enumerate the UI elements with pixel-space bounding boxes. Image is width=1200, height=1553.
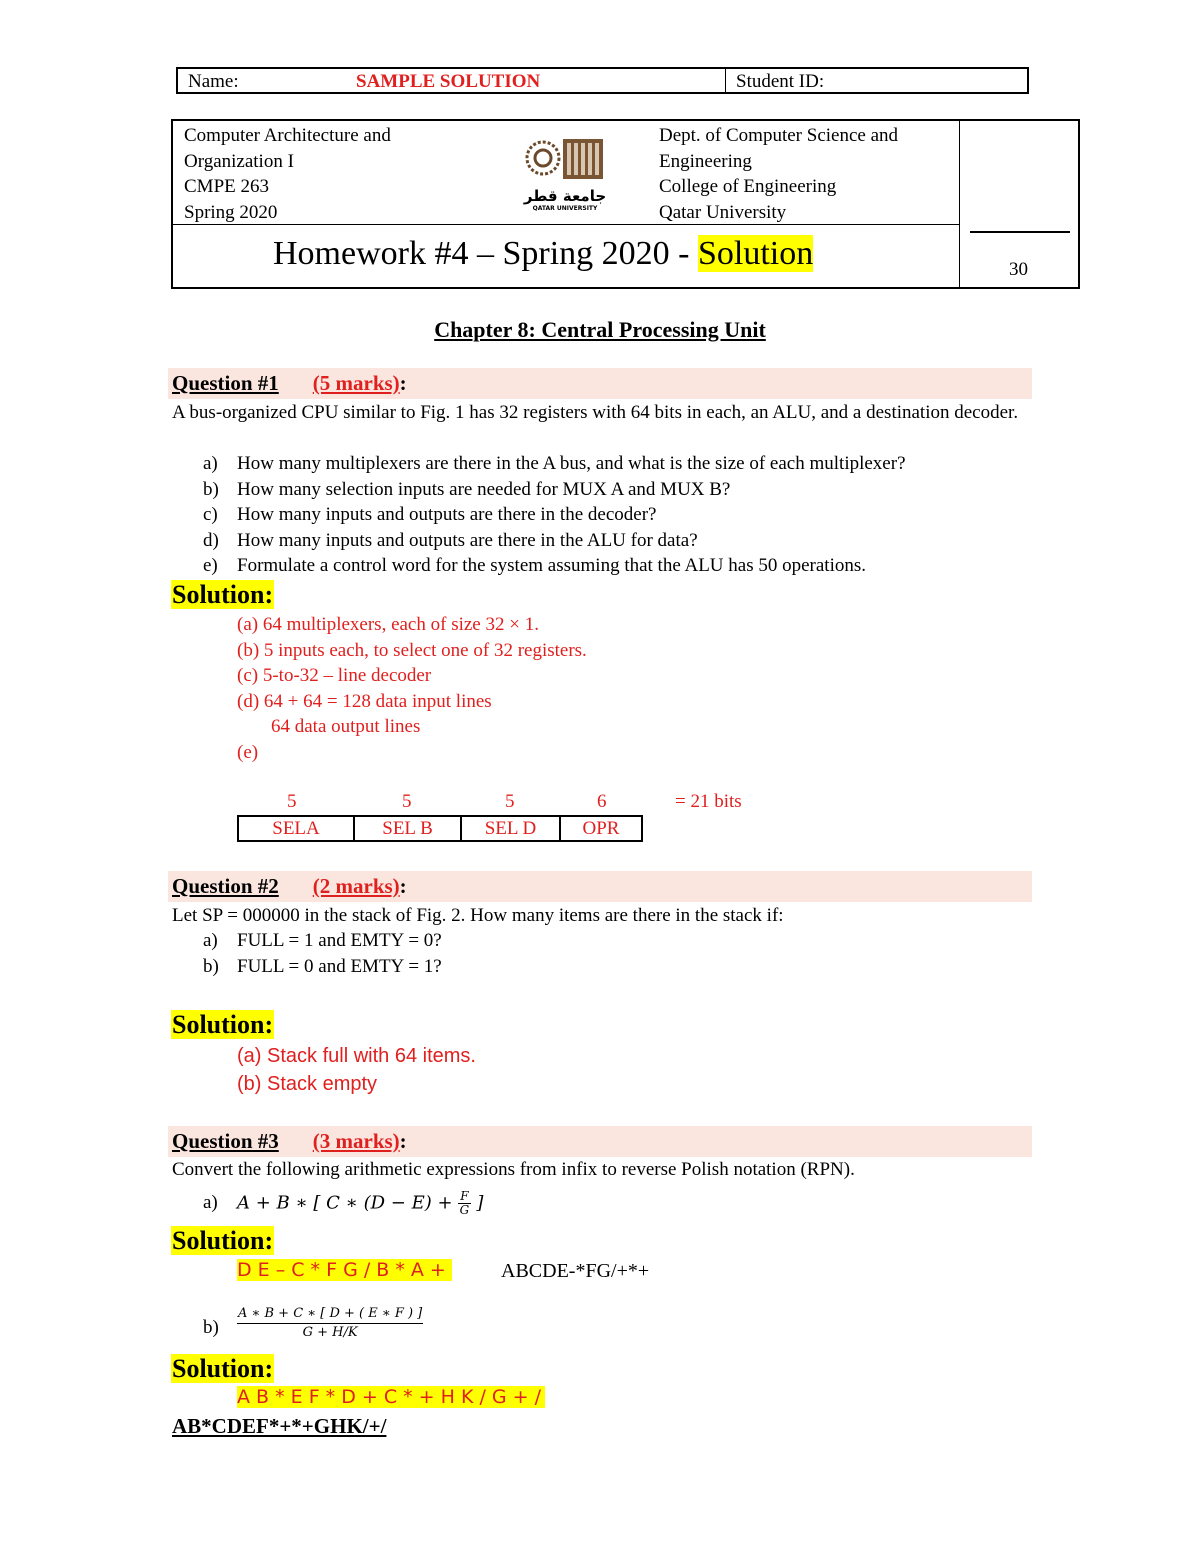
answer-line: (d) 64 + 64 = 128 data input lines <box>237 690 492 712</box>
list-item: b) FULL = 0 and EMTY = 1? <box>203 955 442 977</box>
name-value: SAMPLE SOLUTION <box>356 71 541 92</box>
course-line: Organization I <box>184 150 294 172</box>
question-1-title: Question #1 (5 marks): <box>172 371 407 395</box>
dept-line: Dept. of Computer Science and <box>659 125 899 146</box>
question-3a-label: a) <box>203 1192 218 1213</box>
qatar-university-logo <box>519 133 611 213</box>
answer-line: (b) 5 inputs each, to select one of 32 registers. <box>237 639 587 661</box>
question-3-text: Convert the following arithmetic expressions from infix to reverse Polish notation (RPN). <box>172 1159 855 1180</box>
answer-line: (b) Stack empty <box>237 1073 378 1095</box>
answer-line: (a) 64 multiplexers, each of size 32 × 1. <box>237 614 539 635</box>
control-word-table <box>237 815 643 842</box>
field-width: 5 <box>402 791 412 812</box>
question-3b-answer-bold: AB*CDEF*+*+GHK/+/ <box>172 1414 387 1438</box>
dept-line: College of Engineering <box>659 176 837 197</box>
chapter-title: Chapter 8: Central Processing Unit <box>434 317 766 342</box>
name-label: Name: <box>188 71 239 92</box>
question-3a-expression: A + B ∗ [ C ∗ (D − E) + $\frac{F}{G}$ ] <box>237 1189 484 1217</box>
list-item: e) Formulate a control word for the system assuming that the ALU has 50 operations. <box>203 555 866 576</box>
list-item: a) FULL = 1 and EMTY = 0? <box>203 930 442 951</box>
question-3a-answer: D E – C * F G / B * A + <box>237 1259 452 1281</box>
question-3-title: Question #3 (3 marks): <box>172 1129 407 1153</box>
field-seld: SEL D <box>461 816 560 841</box>
question-3b-label: b) <box>203 1317 219 1338</box>
question-1-answers <box>237 612 587 765</box>
list-item: b) How many selection inputs are needed for MUX A and MUX B? <box>203 478 731 500</box>
question-3a-answer-plain: ABCDE-*FG/+*+ <box>501 1260 650 1282</box>
dept-line: Engineering <box>659 150 752 172</box>
question-2-items <box>203 928 442 979</box>
control-word-total: = 21 bits <box>675 791 742 812</box>
question-3b-answer: A B * E F * D + C * + H K / G + / <box>237 1386 545 1408</box>
course-line: Spring 2020 <box>184 201 278 223</box>
course-line: CMPE 263 <box>184 176 269 197</box>
title-solution-highlight: Solution <box>697 235 814 272</box>
solution-label: Solution: <box>172 580 274 609</box>
question-1-items <box>203 451 906 579</box>
solution-label: Solution: <box>172 1226 274 1255</box>
question-3b-expression: A ∗ B + C ∗ [ D + ( E ∗ F ) ] G + H/K <box>238 1306 423 1340</box>
fraction: $\frac{F}{G}$ <box>459 1189 470 1217</box>
question-2-answers <box>237 1042 476 1098</box>
question-2-text: Let SP = 000000 in the stack of Fig. 2. How many items are there in the stack if: <box>172 905 784 926</box>
list-item: a) How many multiplexers are there in the A bus, and what is the size of each multiplexer? <box>203 453 906 474</box>
control-word-widths <box>237 789 657 815</box>
name-box <box>176 67 1029 94</box>
dept-line: Qatar University <box>659 201 787 223</box>
field-selb: SEL B <box>354 816 461 841</box>
answer-line: (e) <box>237 741 259 763</box>
field-opr: OPR <box>560 816 642 841</box>
question-1-text: A bus-organized CPU similar to Fig. 1 has 32 registers with 64 bits in each, an ALU, and a destination decoder. <box>172 402 1019 423</box>
answer-line: 64 data output lines <box>271 716 421 737</box>
field-width: 6 <box>597 791 607 812</box>
field-sela: SELA <box>238 816 354 841</box>
field-width: 5 <box>287 791 297 812</box>
dept-info <box>659 123 898 225</box>
student-id-label: Student ID: <box>736 71 825 92</box>
course-box <box>171 119 1080 289</box>
total-score: 30 <box>1009 259 1028 280</box>
logo-english-text: QATAR UNIVERSITY <box>532 205 598 212</box>
solution-label: Solution: <box>172 1354 274 1383</box>
course-info <box>184 123 391 225</box>
list-item: c) How many inputs and outputs are there in the decoder? <box>203 504 657 525</box>
field-width: 5 <box>505 791 515 812</box>
answer-line: (a) Stack full with 64 items. <box>237 1045 476 1067</box>
solution-label: Solution: <box>172 1010 274 1039</box>
course-line: Computer Architecture and <box>184 125 391 146</box>
question-2-title: Question #2 (2 marks): <box>172 874 407 898</box>
answer-line: (c) 5-to-32 – line decoder <box>237 665 432 686</box>
logo-arabic-text: جامعة قطر <box>523 187 607 205</box>
homework-title: Homework #4 – Spring 2020 - Solution <box>273 235 814 272</box>
list-item: d) How many inputs and outputs are there in the ALU for data? <box>203 529 698 551</box>
